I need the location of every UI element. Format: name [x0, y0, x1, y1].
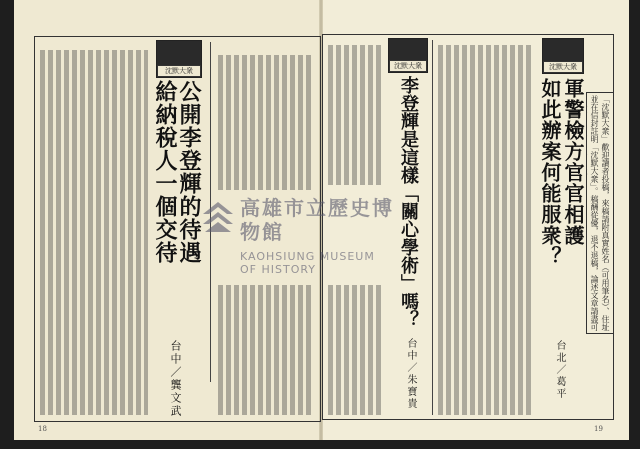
- editor-note: 「沈默大衆」歡迎讀者投稿，來稿請附真實姓名（可用筆名）、住址並在信封註明「沈默大衆」。稿酬從優，退不退稿，論述文章請盡可: [586, 92, 614, 334]
- headline-line-2: 如此辦案何能服衆？: [538, 78, 562, 267]
- page-number-right: 19: [594, 425, 603, 433]
- byline: 台中／龔文武: [169, 340, 182, 418]
- column-logo: [388, 38, 428, 73]
- museum-logo-icon: [201, 200, 235, 234]
- column-logo: [542, 38, 584, 74]
- article-body-text: [40, 50, 148, 415]
- column-label: 沈默大衆: [543, 61, 583, 73]
- article-body-text: [218, 55, 314, 190]
- watermark-chinese: 高雄市立歷史博物館: [240, 196, 394, 244]
- article-body-text: [218, 285, 314, 415]
- article-body-text: [328, 285, 383, 415]
- page-number-left: 18: [38, 425, 47, 433]
- headline-line-1: 公開李登輝的待遇: [176, 80, 202, 264]
- column-label: 沈默大衆: [157, 65, 201, 77]
- column-label: 沈默大衆: [389, 60, 427, 72]
- column-divider: [432, 40, 433, 415]
- article-body-text: [328, 45, 383, 185]
- article-body-text: [438, 45, 533, 415]
- column-logo: [156, 40, 202, 78]
- headline-line-2: 給納稅人一個交待: [152, 80, 178, 264]
- watermark-english: KAOHSIUNG MUSEUM OF HISTORY: [240, 250, 375, 276]
- headline-line-1: 軍警檢方官官相護: [561, 78, 585, 246]
- headline: 李登輝是這樣「關心學術」嗎？: [398, 76, 419, 328]
- byline: 台北／葛平: [554, 340, 565, 400]
- byline: 台中／朱寶貴: [405, 338, 416, 410]
